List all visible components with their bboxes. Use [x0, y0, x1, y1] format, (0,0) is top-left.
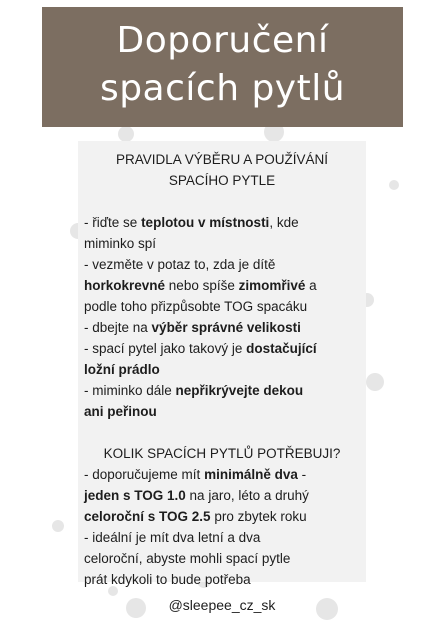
page-title-line1: Doporučení	[116, 20, 329, 61]
page-title-line2: spacích pytlů	[99, 68, 346, 109]
count-item-minimum: - doporučujeme mít minimálně dva - jeden s TOG 1.0 na jaro, léto a druhý celoroční s TOG 2.5 pro zbytek roku	[84, 467, 309, 524]
title-banner	[42, 7, 403, 127]
rule-item-size: - dbejte na výběr správné velikosti	[84, 320, 301, 335]
social-handle: @sleepee_cz_sk	[168, 597, 276, 613]
section-rules-title-line2: SPACÍHO PYTLE	[168, 173, 276, 188]
decor-dot	[52, 520, 64, 532]
rule-item-temperature: - řiďte se teplotou v místnosti, kde miminko spí	[84, 215, 299, 251]
section-count-title: KOLIK SPACÍCH PYTLŮ POTŘEBUJI?	[103, 446, 341, 461]
decor-dot	[118, 126, 134, 142]
rule-item-no-blanket: - miminko dále nepřikrývejte dekou ani peřinou	[84, 383, 304, 419]
info-card	[78, 141, 366, 587]
section-rules-title	[84, 149, 360, 191]
rule-item-bedding: - spací pytel jako takový je dostačující ložní prádlo	[84, 341, 317, 377]
section-rules-title-line1: PRAVIDLA VÝBĚRU A POUŽÍVÁNÍ	[115, 152, 329, 167]
decor-dot	[389, 180, 399, 190]
decor-dot	[366, 373, 384, 391]
rule-item-temperament: - vezměte v potaz to, zda je dítě horkokrevné nebo spíše zimomřivé a podle toho přizpůsobte TOG spacáku	[84, 257, 317, 314]
count-item-ideal: - ideální je mít dva letní a dva celoroční, abyste mohli spací pytle prát kdykoli to bude potřeba	[84, 530, 291, 587]
